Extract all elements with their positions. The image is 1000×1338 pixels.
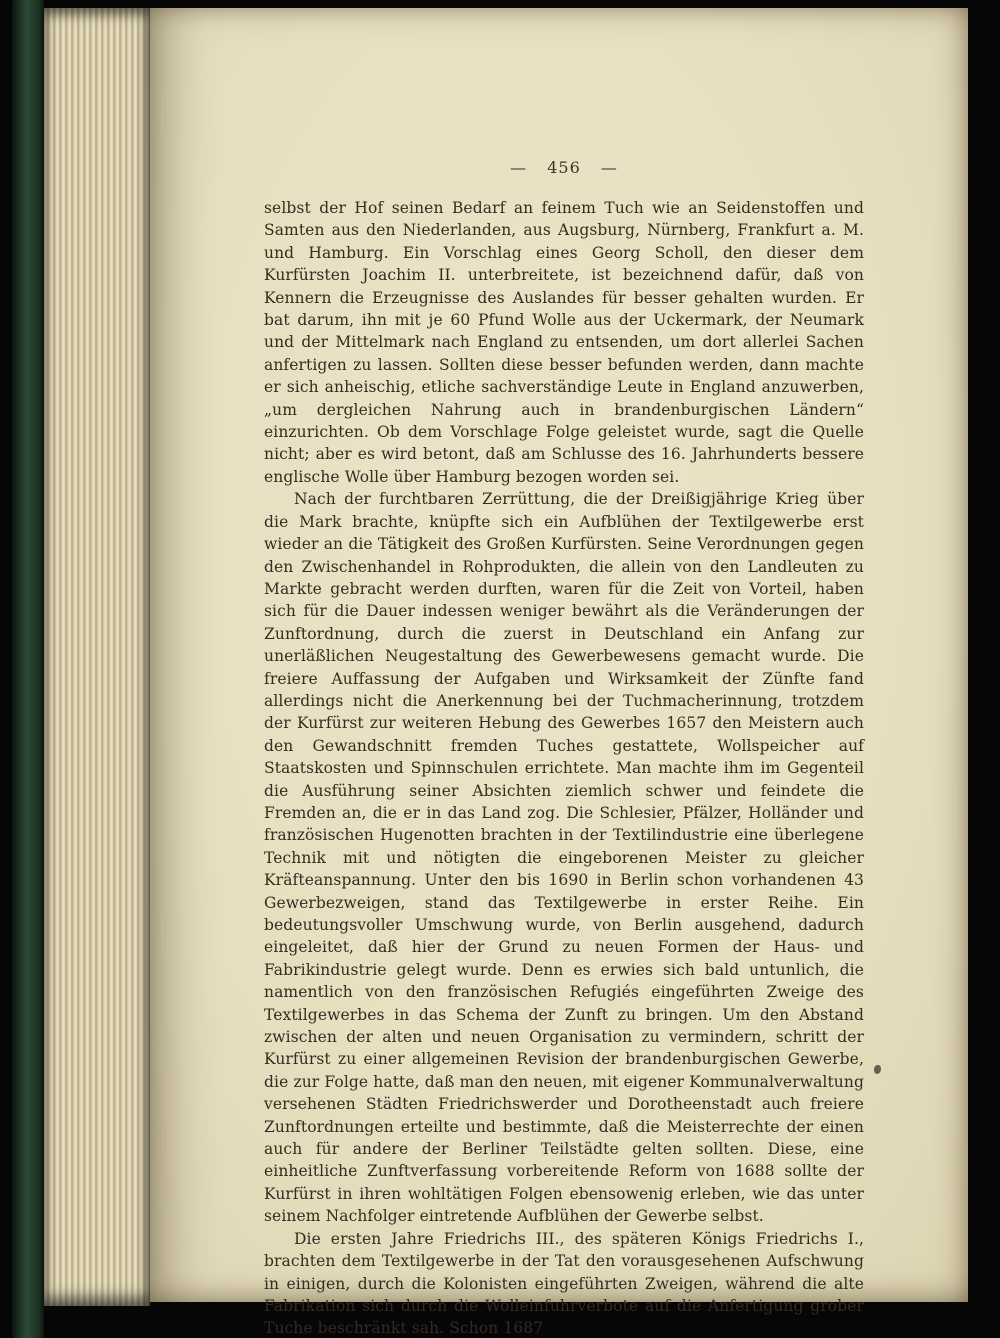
- page-number: — 456 —: [510, 158, 618, 177]
- paragraph-1: selbst der Hof seinen Bedarf an feinem Tuch wie an Seidenstoffen und Samten aus den Niederlanden, aus Augsburg, Nürnberg, Frankfurt a. M. und Hamburg. Ein Vorschlag eines Georg Scholl, den dieser dem Kurfürsten Joachim II. unterbreitete, ist bezeichnend dafür, daß von Kennern die Erzeugnisse des Auslandes für besser gehalten wurden. Er bat darum, ihn mit je 60 Pfund Wolle aus der Uckermark, der Neumark und der Mittelmark nach England zu entsenden, um dort allerlei Sachen anfertigen zu lassen. Sollten diese besser befunden werden, dann machte er sich anheischig, etliche sachverständige Leute in England anzuwerben, „um dergleichen Nahrung auch in brandenburgischen Ländern“ einzurichten. Ob dem Vorschlage Folge geleistet wurde, sagt die Quelle nicht; aber es wird betont, daß am Schlusse des 16. Jahrhunderts bessere englische Wolle über Hamburg bezogen worden sei.: [264, 199, 864, 486]
- page-text: [264, 197, 864, 1338]
- book-cover-edge: [12, 0, 44, 1338]
- scanned-page: [150, 8, 968, 1338]
- paragraph-3: Die ersten Jahre Friedrichs III., des späteren Königs Friedrichs I., brachten dem Textilgewerbe in der Tat den vorausgesehenen Aufschwung in einigen, durch die Kolonisten eingeführten Zweigen, während die alte Fabrikation sich durch die Wolleinfuhrverbote auf die Anfertigung grober Tuche beschränkt sah. Schon 1687: [264, 1229, 864, 1338]
- page-content: [264, 8, 864, 1338]
- ink-speck: [874, 1065, 881, 1074]
- paragraph-2: Nach der furchtbaren Zerrüttung, die der Dreißigjährige Krieg über die Mark brachte, knüpfte sich ein Aufblühen der Textilgewerbe erst wieder an die Tätigkeit des Großen Kurfürsten. Seine Verordnungen gegen den Zwischenhandel in Rohprodukten, die allein von den Landleuten zu Markte gebracht werden durften, waren für die Zeit von Vorteil, haben sich für die Dauer indessen weniger bewährt als die Veränderungen der Zunftordnung, durch die zuerst in Deutschland ein Anfang zur unerläßlichen Neugestaltung des Gewerbewesens gemacht wurde. Die freiere Auffassung der Aufgaben und Wirksamkeit der Zünfte fand allerdings nicht die Anerkennung bei der Tuchmacherinnung, trotzdem der Kurfürst zur weiteren Hebung des Gewerbes 1657 den Meistern auch den Gewandschnitt fremden Tuches gestattete, Wollspeicher auf Staatskosten und Spinnschulen errichtete. Man machte ihm im Gegenteil die Ausführung seiner Absichten ziemlich schwer und feindete die Fremden an, die er in das Land zog. Die Schlesier, Pfälzer, Holländer und französischen Hugenotten brachten in der Textilindustrie eine überlegene Technik mit und nötigten die eingeborenen Meister zu gleicher Kräfteanspannung. Unter den bis 1690 in Berlin schon vorhandenen 43 Gewerbezweigen, stand das Textilgewerbe in erster Reihe. Ein bedeutungsvoller Umschwung wurde, von Berlin ausgehend, dadurch eingeleitet, daß hier der Grund zu neuen Formen der Haus- und Fabrikindustrie gelegt wurde. Denn es erwies sich bald untunlich, die namentlich von den französischen Refugiés eingeführten Zweige des Textilgewerbes in das Schema der Zunft zu bringen. Um den Abstand zwischen der alten und neuen Organisation zu vermindern, schritt der Kurfürst zu einer allgemeinen Revision der brandenburgischen Gewerbe, die zur Folge hatte, daß man den neuen, mit eigener Kommunalverwaltung versehenen Städten Friedrichswerder und Dorotheenstadt auch freiere Zunftordnungen erteilte und bestimmte, daß die Meisterrechte der einen auch für andere der Berliner Teilstädte gelten sollten. Diese, eine einheitliche Zunftverfassung vorbereitende Reform von 1688 sollte der Kurfürst in ihren wohltätigen Folgen ebensowenig erleben, wie das unter seinem Nachfolger eintretende Aufblühen der Gewerbe selbst.: [264, 490, 864, 1226]
- page-stack-edges: [44, 8, 150, 1306]
